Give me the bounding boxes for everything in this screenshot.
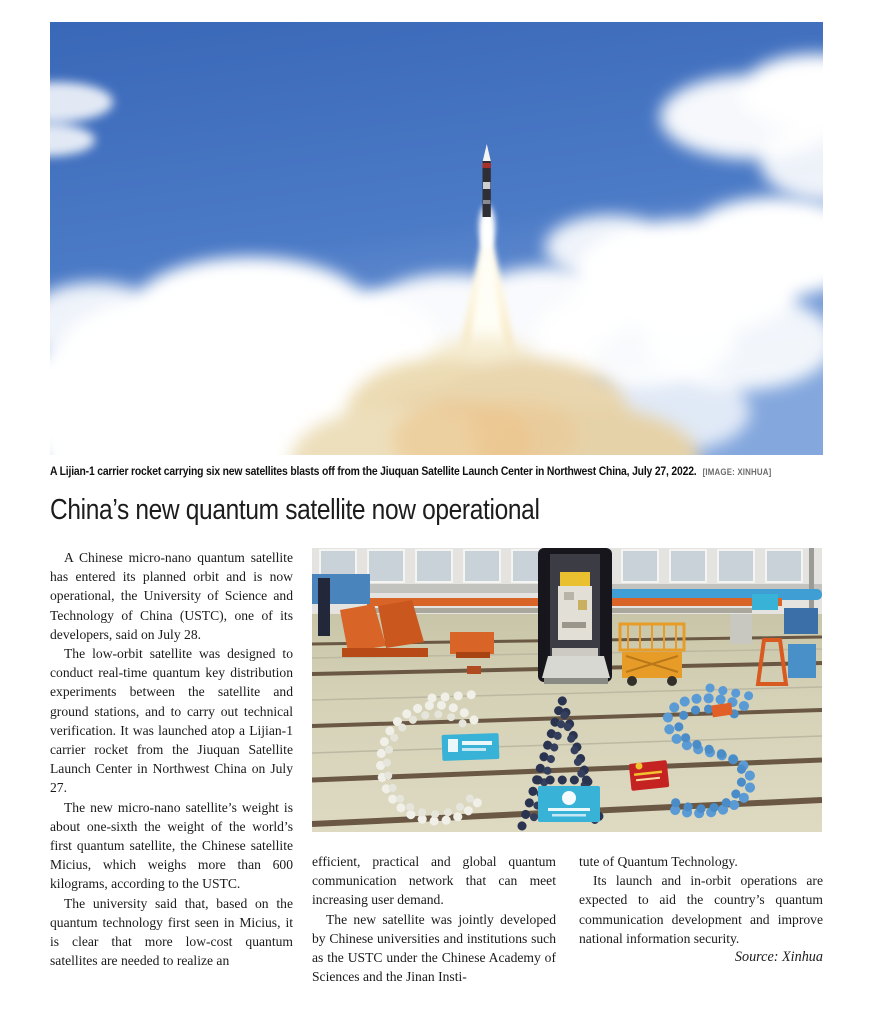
assembly-hall-art — [312, 548, 822, 832]
source-attribution: Source: Xinhua — [734, 949, 823, 966]
paragraph: The university said that, based on the quantum technology first seen in Micius, it is clear that more low-cost quantum satellites are needed to realize an — [50, 895, 293, 969]
article-column-3 — [579, 852, 823, 986]
satellite-body — [558, 586, 592, 640]
launch-photo-art — [50, 22, 823, 455]
paragraph: The new satellite was jointly developed by Chinese universities and institutions such as the USTC under the Chinese Academy of Sciences and the Jinan Insti- — [312, 911, 556, 985]
photo-caption — [50, 464, 772, 478]
article-right-pane — [312, 548, 823, 986]
paragraph: Its launch and in-orbit operations are expected to aid the country’s quantum communication development and improve national information security. — [579, 873, 823, 946]
paragraph: The new micro-nano satellite’s weight is about one-sixth the weight of the world’s first quantum satellite, the Chinese satellite Micius, which weighs more than 600 kilograms, according to the USTC. — [50, 799, 293, 892]
paragraph: A Chinese micro-nano quantum satellite has entered its planned orbit and is now operational, the University of Science and Technology of China (USTC), one of its developers, said on July 28. — [50, 550, 293, 642]
paragraph: The low-orbit satellite was designed to conduct real-time quantum key distribution experiments between the satellite and ground stations, and to carry out technical verification. It was launched atop a Lijian-1 carrier rocket from the Jiuquan Satellite Launch Center in Northwest China on July 27. — [50, 646, 293, 796]
red-flag-banner — [629, 760, 670, 791]
photo-caption-text: A Lijian-1 carrier rocket carrying six new satellites blasts off from the Jiuquan Satellite Launch Center in Northwest China, July 27, 2022. — [50, 464, 697, 478]
satellite-gold-module — [560, 572, 590, 586]
article-column-2 — [312, 852, 556, 986]
cyan-banner-text — [538, 786, 600, 822]
article-body — [50, 548, 823, 986]
article-column-1 — [50, 548, 293, 986]
article-headline: China’s new quantum satellite now operational — [50, 494, 540, 526]
launch-photo — [50, 22, 823, 455]
photo-credit: [IMAGE: XINHUA] — [702, 467, 772, 477]
article-columns-2-3 — [312, 852, 823, 986]
cyan-banner-logo — [442, 733, 500, 761]
paragraph: tute of Quantum Technology. — [579, 854, 738, 869]
satellite-container — [538, 548, 612, 684]
paragraph: efficient, practical and global quantum communication network that can meet increasing user demand. — [312, 854, 556, 908]
assembly-hall-photo — [312, 548, 822, 832]
